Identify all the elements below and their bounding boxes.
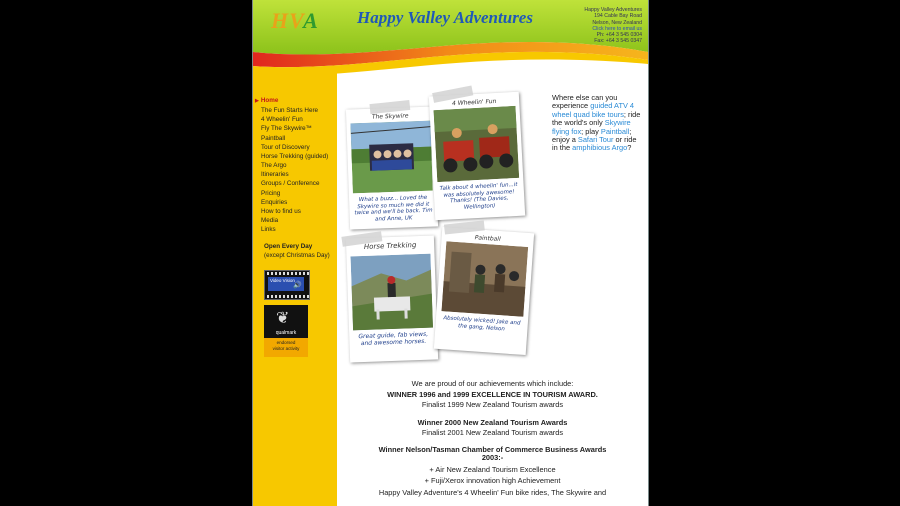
achievement-line: + Fuji/Xerox innovation high Achievement (424, 476, 561, 485)
site-title: Happy Valley Adventures (357, 8, 533, 27)
address-line: Nelson, New Zealand (592, 19, 642, 26)
site-header (253, 0, 648, 78)
current-page-arrow-icon: ▶ (255, 98, 259, 104)
photo-title: Paintball (474, 234, 501, 244)
nav-item-paintball[interactable]: Paintball (261, 134, 286, 142)
hours-line-1: Open Every Day (264, 243, 313, 250)
logo-letter-v: V (289, 8, 304, 33)
speaker-icon: 🔊 (293, 282, 302, 289)
photo-card-paintball (434, 227, 534, 355)
achievement-line: Finalist 2001 New Zealand Tourism awards (421, 428, 564, 437)
intro-text: or ride in the (552, 135, 637, 153)
photo-card-horse-trekking (346, 236, 438, 363)
intro-text: ; play (581, 126, 601, 136)
nav-item-enquiries[interactable]: Enquiries (261, 198, 288, 206)
photo-skywire-image (350, 121, 432, 194)
photo-title: 4 Wheelin' Fun (451, 97, 497, 108)
phone-number: Ph: +64 3 545 0304 (596, 32, 642, 39)
video-vision-button[interactable] (264, 270, 310, 300)
achievement-line: WINNER 1996 and 1999 EXCELLENCE IN TOURISM AWARD. (387, 389, 598, 399)
nav-item-groups-conference[interactable]: Groups / Conference (261, 180, 320, 188)
nav-item-media[interactable]: Media (261, 217, 279, 225)
achievements-section (337, 379, 648, 498)
contact-block (584, 7, 642, 45)
film-strip (265, 295, 309, 298)
link-amphibious-argo[interactable]: amphibious Argo (572, 143, 628, 153)
achievement-line: Happy Valley Adventure's 4 Wheelin' Fun bike rides, The Skywire and (378, 487, 607, 497)
opening-hours (264, 243, 330, 260)
nav-item-the-argo[interactable]: The Argo (261, 162, 287, 170)
photo-title: Horse Trekking (363, 241, 417, 251)
link-atv-quad-tours[interactable]: guided ATV 4 wheel quad bike tours (552, 101, 635, 119)
page-frame (252, 0, 649, 506)
intro-text: ? (627, 143, 632, 153)
photo-note: Talk about 4 wheelin' fun...it was absolutely awesome! Thanks! (The Davies, Wellington) (439, 181, 518, 211)
logo-letter-h: H (271, 8, 290, 33)
qualmark-badge[interactable] (264, 305, 308, 357)
nav-item-tour-of-discovery[interactable]: Tour of Discovery (261, 143, 310, 151)
email-link[interactable]: Click here to email us (592, 25, 642, 32)
photo-horse-trekking-image (350, 254, 433, 331)
sidebar-nav (255, 96, 329, 234)
achievement-line: + Air New Zealand Tourism Excellence (429, 464, 556, 474)
nav-item-how-to-find-us[interactable]: How to find us (261, 207, 301, 215)
photo-card-skywire (346, 107, 438, 230)
photo-note: What a buzz... Loved the Skywire so much we did it twice and we'll be back. Tim and Anne, UK (354, 194, 433, 223)
logo-letter-a: A (303, 8, 319, 33)
spacer (337, 411, 648, 418)
achievements-intro: We are proud of our achievements which include: (411, 379, 574, 388)
nav-item-pricing[interactable]: Pricing (261, 189, 281, 197)
nav-item-home[interactable] (255, 96, 328, 106)
qualmark-top (264, 305, 308, 338)
nav-item-horse-trekking[interactable]: Horse Trekking (guided) (261, 152, 329, 160)
photo-paintball-image (441, 241, 528, 317)
qualmark-visitor-activity: visitor activity (272, 345, 300, 351)
intro-paragraph (552, 94, 642, 153)
silver-fern-icon: ❦ (276, 310, 290, 327)
achievement-line: Winner 2000 New Zealand Tourism Awards (417, 417, 568, 427)
video-vision-text: Video Vision (270, 278, 295, 283)
photo-note: Great guide, fab views, and awesome horses. (358, 330, 429, 347)
qualmark-endorsed: endorsed (276, 340, 296, 345)
nav-item-label: Home (260, 97, 279, 104)
nav-item-4-wheelin-fun[interactable]: 4 Wheelin' Fun (261, 116, 303, 124)
achievement-line: Finalist 1999 New Zealand Tourism awards (421, 400, 564, 409)
intro-text: ; ride the world's only (552, 109, 641, 128)
nav-item-links[interactable]: Links (261, 226, 276, 234)
address-line: Happy Valley Adventures (584, 7, 642, 13)
photo-note: Absolutely wicked! Jake and the gang, Nelson (443, 315, 521, 333)
fax-number: Fax: +64 3 545 0347 (594, 38, 642, 45)
nav-item-itineraries[interactable]: Itineraries (261, 171, 289, 179)
link-paintball[interactable]: Paintball (600, 126, 630, 136)
video-vision-label (268, 277, 304, 291)
nav-item-fly-the-skywire[interactable]: Fly The Skywire™ (261, 125, 312, 133)
achievement-line: Winner Nelson/Tasman Chamber of Commerce Business Awards (378, 444, 607, 454)
intro-text: Where else can you experience (552, 93, 618, 111)
link-skywire[interactable]: Skywire flying fox (552, 118, 631, 136)
qualmark-bottom (264, 338, 308, 357)
film-strip (265, 272, 309, 275)
photo-title: The Skywire (371, 112, 409, 121)
hours-line-2: (except Christmas Day) (264, 251, 330, 259)
nav-item-fun-starts-here[interactable]: The Fun Starts Here (261, 107, 319, 115)
hva-logo[interactable] (271, 8, 319, 34)
address-line: 194 Cable Bay Road (594, 13, 642, 20)
photo-card-4-wheelin (429, 92, 525, 221)
qualmark-text: qualmark (275, 330, 297, 336)
intro-text: ; enjoy a (552, 126, 632, 145)
photo-4-wheelin-image (434, 106, 520, 182)
link-safari-tour[interactable]: Safari Tour (577, 135, 614, 145)
achievement-line: 2003:- (481, 453, 504, 462)
